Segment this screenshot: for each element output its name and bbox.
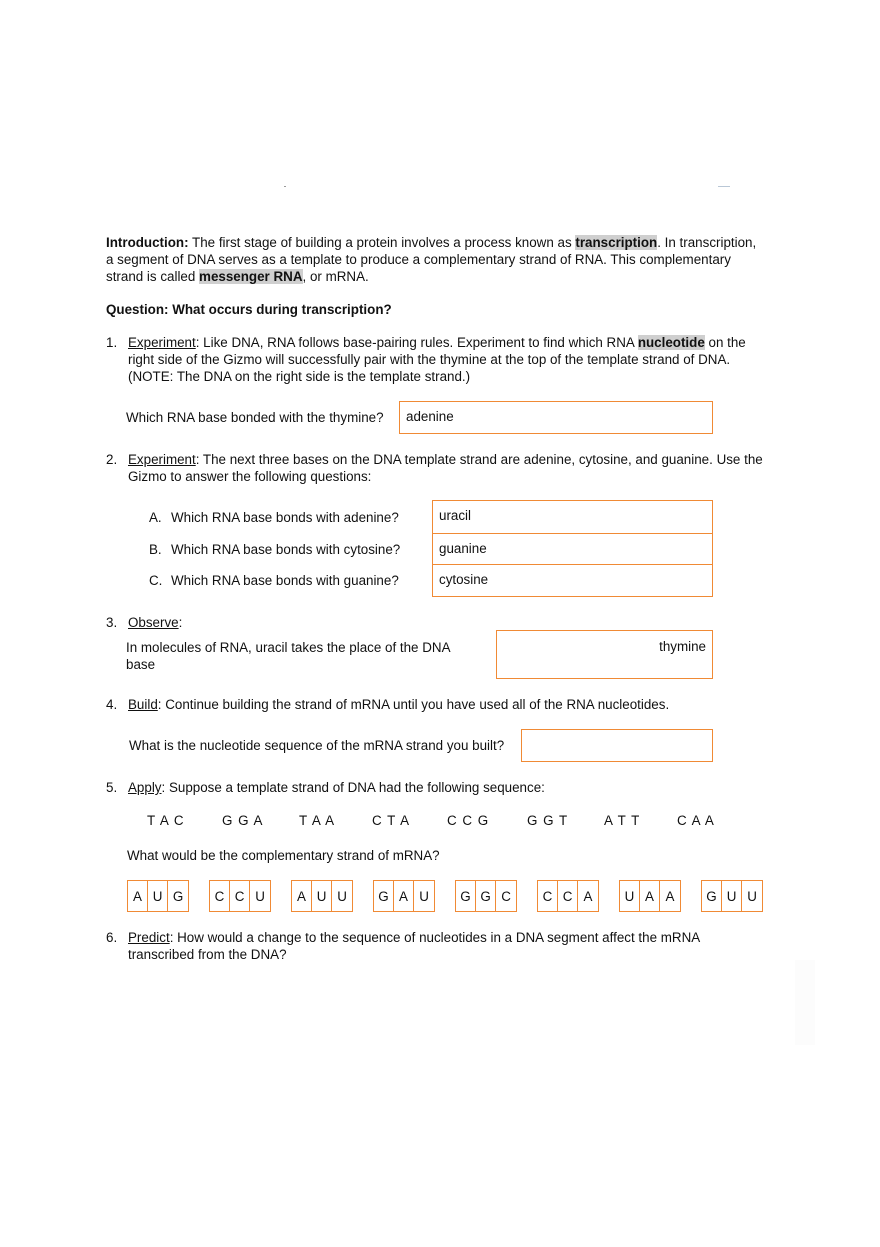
q2c-letter: C. — [149, 573, 163, 588]
q1-prompt: Which RNA base bonded with the thymine? — [126, 410, 384, 425]
q3-text: In molecules of RNA, uracil takes the place of the DNA base — [126, 640, 451, 672]
introduction: Introduction: The first stage of building a protein involves a process known as transcription. In transcription, a segment of DNA serves as a template to produce a complementary strand of RNA. This complementary strand is called messenger RNA, or mRNA. — [106, 235, 757, 284]
mrna-base[interactable]: U — [747, 888, 757, 904]
q5-number: 5. — [106, 780, 118, 795]
mrna-codon-box — [127, 880, 189, 912]
mrna-base[interactable]: A — [665, 888, 675, 904]
q4-prompt: What is the nucleotide sequence of the mRNA strand you built? — [129, 738, 505, 753]
mrna-base[interactable]: C — [230, 881, 250, 911]
q6-label: Predict — [128, 930, 170, 945]
q4-number: 4. — [106, 697, 118, 712]
dna-codon: G G T — [527, 813, 569, 828]
mrna-base[interactable]: G — [476, 881, 496, 911]
q1-text: Experiment: Like DNA, RNA follows base-pairing rules. Experiment to find which RNA nucleotide on the right side of the Gizmo will successfully pair with the thymine at the top of the template strand of DNA. (NOTE: The DNA on the right side is the template strand.) — [128, 335, 746, 384]
q3-heading: Observe: — [128, 615, 183, 630]
q4-text: Build: Continue building the strand of mRNA until you have used all of the RNA nucleotides. — [128, 697, 670, 712]
highlight-transcription: transcription — [575, 235, 658, 250]
intro-label: Introduction: — [106, 235, 189, 250]
header-mark — [718, 186, 730, 187]
q2b-letter: B. — [149, 542, 162, 557]
mrna-codon-box — [373, 880, 435, 912]
mrna-base[interactable]: C — [501, 888, 511, 904]
mrna-base[interactable]: A — [128, 881, 148, 911]
highlight-nucleotide: nucleotide — [637, 335, 705, 350]
q2c-prompt: Which RNA base bonds with guanine? — [171, 573, 399, 588]
mrna-base[interactable]: C — [558, 881, 578, 911]
mrna-base[interactable]: U — [312, 881, 332, 911]
mrna-base[interactable]: U — [337, 888, 347, 904]
q2a-letter: A. — [149, 510, 162, 525]
mrna-base[interactable]: U — [620, 881, 640, 911]
mrna-codon-box — [537, 880, 599, 912]
q4-answer-box[interactable] — [521, 729, 713, 762]
main-question: Question: What occurs during transcription? — [106, 302, 392, 317]
mrna-base[interactable]: U — [255, 888, 265, 904]
q2-number: 2. — [106, 452, 118, 467]
mrna-base[interactable]: G — [456, 881, 476, 911]
q3-number: 3. — [106, 615, 118, 630]
q1-number: 1. — [106, 335, 118, 350]
mrna-base[interactable]: C — [210, 881, 230, 911]
q2-label: Experiment — [128, 452, 196, 467]
mrna-base[interactable]: U — [148, 881, 168, 911]
mrna-codon-box — [455, 880, 517, 912]
mrna-codon-box — [291, 880, 353, 912]
mrna-base[interactable]: C — [538, 881, 558, 911]
mrna-base[interactable]: G — [702, 881, 722, 911]
mrna-codon-box — [701, 880, 763, 912]
q2a-answer-box[interactable]: uracil — [432, 500, 713, 534]
dna-codon: C C G — [447, 813, 490, 828]
q6-text: Predict: How would a change to the sequence of nucleotides in a DNA segment affect the mRNA transcribed from the DNA? — [128, 930, 701, 962]
mrna-base[interactable]: G — [172, 888, 184, 904]
q2b-prompt: Which RNA base bonds with cytosine? — [171, 542, 401, 557]
highlight-messenger-rna: messenger RNA — [199, 269, 303, 284]
mrna-base[interactable]: U — [722, 881, 742, 911]
mrna-base[interactable]: G — [374, 881, 394, 911]
faint-answer-area — [795, 960, 815, 1045]
dna-codon: A T T — [604, 813, 641, 828]
q5-prompt: What would be the complementary strand of mRNA? — [127, 848, 440, 863]
q5-label: Apply — [128, 780, 162, 795]
q1-answer-box[interactable]: adenine — [399, 401, 713, 434]
mrna-base[interactable]: U — [419, 888, 429, 904]
mrna-base[interactable]: A — [292, 881, 312, 911]
q6-number: 6. — [106, 930, 118, 945]
q2a-prompt: Which RNA base bonds with adenine? — [171, 510, 399, 525]
mrna-codon-box — [209, 880, 271, 912]
q2b-answer-box[interactable]: guanine — [432, 533, 713, 565]
q4-label: Build — [128, 697, 158, 712]
dna-codon: T A C — [147, 813, 185, 828]
q2-text: Experiment: The next three bases on the DNA template strand are adenine, cytosine, and guanine. Use the Gizmo to answer the following questions: — [128, 452, 763, 484]
header-mark — [284, 186, 286, 187]
dna-codon: C T A — [372, 813, 410, 828]
mrna-codon-box — [619, 880, 681, 912]
mrna-base[interactable]: A — [583, 888, 593, 904]
dna-codon: T A A — [299, 813, 336, 828]
q1-label: Experiment — [128, 335, 196, 350]
dna-codon: C A A — [677, 813, 715, 828]
q2c-answer-box[interactable]: cytosine — [432, 564, 713, 597]
q3-label: Observe — [128, 615, 179, 630]
q5-text: Apply: Suppose a template strand of DNA had the following sequence: — [128, 780, 545, 795]
q3-answer-box[interactable]: thymine — [496, 630, 713, 679]
mrna-base[interactable]: A — [640, 881, 660, 911]
dna-codon: G G A — [222, 813, 264, 828]
mrna-base[interactable]: A — [394, 881, 414, 911]
